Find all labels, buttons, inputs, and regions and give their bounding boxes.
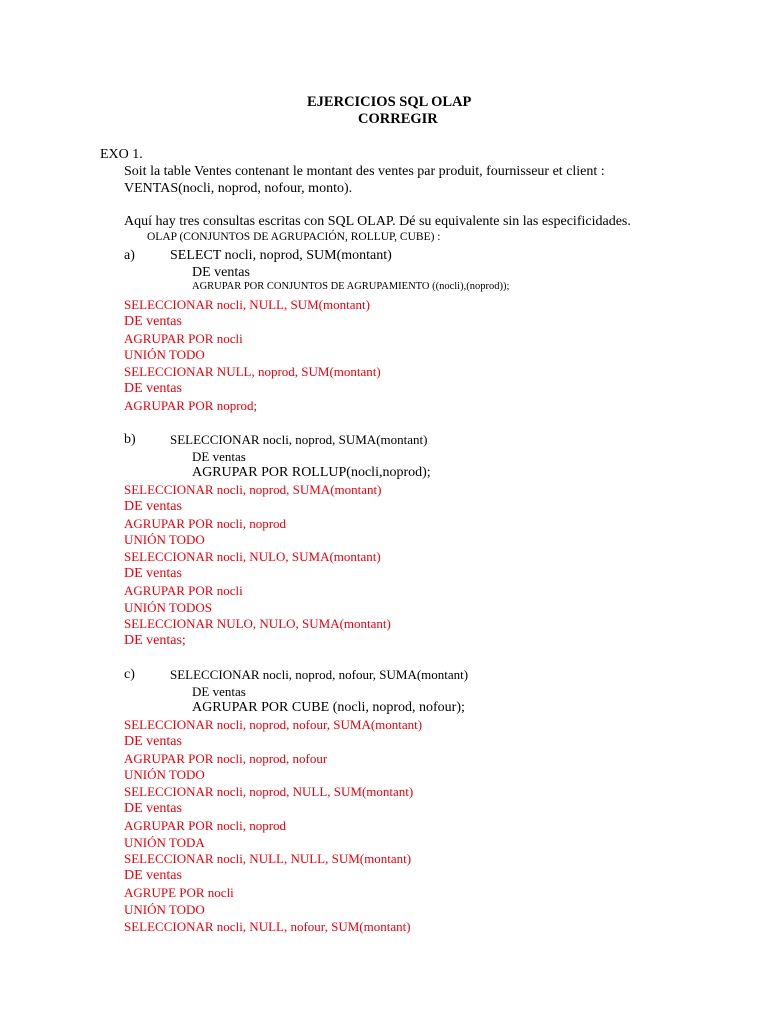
answer-a-line: UNIÓN TODO [124,347,205,363]
answer-c-line: SELECCIONAR nocli, noprod, nofour, SUMA(montant) [124,717,423,732]
answer-a-line: AGRUPAR POR noprod; [124,397,258,413]
answer-c-line: UNIÓN TODA [124,834,205,850]
answer-b-line: SELECCIONAR nocli, noprod, SUMA(montant) [124,482,382,497]
exercise-label: EXO 1. [100,147,143,162]
doc-subtitle: CORREGIR [358,111,438,127]
intro-instruction: Aquí hay tres consultas escritas con SQL OLAP. Dé su equivalente sin las especificidades. [124,214,631,229]
answer-b-line: DE ventas; [124,633,186,649]
answer-c-line: AGRUPAR POR nocli, noprod, nofour [124,750,328,766]
answer-c-line: DE ventas [124,733,182,749]
answer-c-line: AGRUPE POR nocli [124,885,234,900]
query-b-select: SELECCIONAR nocli, noprod, SUMA(montant) [170,432,428,447]
answer-b-line: AGRUPAR POR nocli [124,582,243,598]
query-a-select: SELECT nocli, noprod, SUM(montant) [170,248,392,263]
answer-a-line: AGRUPAR POR nocli [124,330,243,346]
query-c-from: DE ventas [192,684,246,699]
answer-b-line: SELECCIONAR nocli, NULO, SUMA(montant) [124,549,381,565]
query-b-label: b) [124,432,136,447]
answer-b-line: UNIÓN TODOS [124,599,212,615]
answer-c-line: DE ventas [124,868,182,884]
answer-c-line: SELECCIONAR nocli, noprod, NULL, SUM(montant) [124,784,414,800]
table-schema: VENTAS(nocli, noprod, nofour, monto). [124,181,353,196]
doc-title: EJERCICIOS SQL OLAP [307,94,472,110]
query-a-from: DE ventas [192,265,250,280]
query-c-group: AGRUPAR POR CUBE (nocli, noprod, nofour); [192,700,465,715]
answer-a-line: SELECCIONAR NULL, noprod, SUM(montant) [124,364,381,380]
answer-a-line: SELECCIONAR nocli, NULL, SUM(montant) [124,297,370,312]
answer-b-line: DE ventas [124,566,182,581]
answer-b-line: DE ventas [124,498,182,514]
answer-c-line: SELECCIONAR nocli, NULL, NULL, SUM(montant) [124,851,412,867]
answer-c-line: DE ventas [124,801,182,816]
answer-c-line: AGRUPAR POR nocli, noprod [124,817,287,833]
answer-b-line: UNIÓN TODO [124,532,205,548]
intro-text: Soit la table Ventes contenant le montant des ventes par produit, fournisseur et client : [124,164,605,179]
query-c-select: SELECCIONAR nocli, noprod, nofour, SUMA(montant) [170,667,469,682]
answer-a-line: DE ventas [124,313,182,329]
query-b-from: DE ventas [192,449,246,464]
query-a-group: AGRUPAR POR CONJUNTOS DE AGRUPAMIENTO ((nocli),(noprod)); [192,281,510,292]
answer-a-line: DE ventas [124,381,182,396]
answer-c-line: UNIÓN TODO [124,901,205,917]
answer-c-line: UNIÓN TODO [124,767,205,783]
answer-c-line: SELECCIONAR nocli, NULL, nofour, SUM(montant) [124,918,411,934]
query-c-label: c) [124,667,135,682]
query-b-group: AGRUPAR POR ROLLUP(nocli,noprod); [192,465,431,480]
intro-olap-features: OLAP (CONJUNTOS DE AGRUPACIÓN, ROLLUP, CUBE) : [147,231,441,243]
query-a-label: a) [124,248,135,263]
answer-b-line: AGRUPAR POR nocli, noprod [124,515,287,531]
answer-b-line: SELECCIONAR NULO, NULO, SUMA(montant) [124,616,391,632]
